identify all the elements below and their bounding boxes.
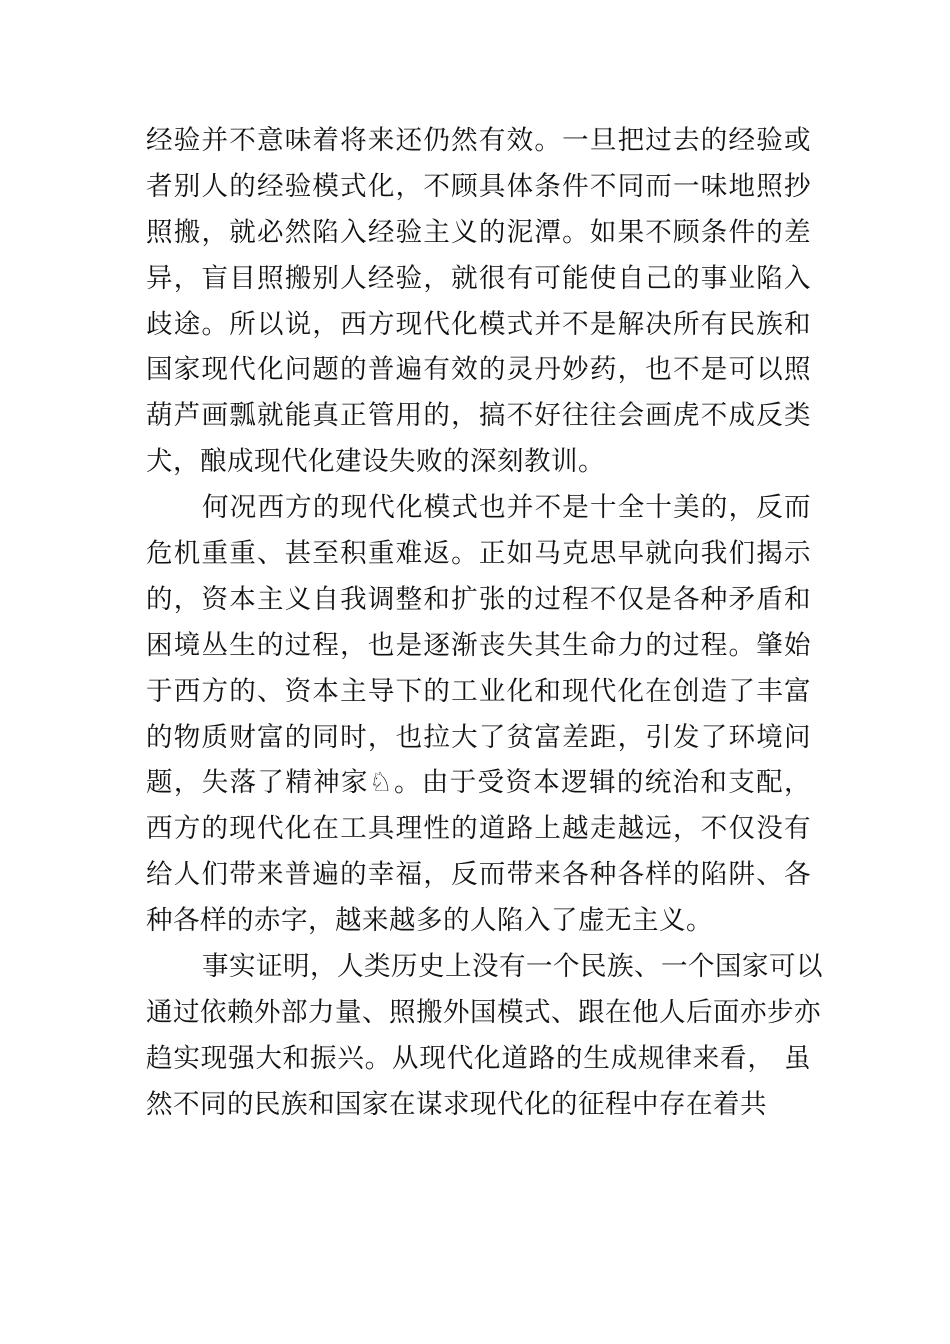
text-line: 者别人的经验模式化，不顾具体条件不同而一味地照抄 <box>146 170 811 202</box>
text-line: 何况西方的现代化模式也并不是十全十美的，反而 <box>202 492 811 524</box>
text-line: 通过依赖外部力量、照搬外国模式、跟在他人后面亦步亦 <box>146 996 821 1028</box>
text-line: 于西方的、资本主导下的工业化和现代化在创造了丰富 <box>146 675 811 707</box>
text-line: 西方的现代化在工具理性的道路上越走越远，不仅没有 <box>146 813 811 845</box>
text-line: 然不同的民族和国家在谋求现代化的征程中存在着共 <box>146 1088 767 1120</box>
text-line: 国家现代化问题的普遍有效的灵丹妙药，也不是可以照 <box>146 354 811 386</box>
text-line: 的物质财富的同时，也拉大了贫富差距，引发了环境问 <box>146 721 811 753</box>
text-line: 经验并不意味着将来还仍然有效。一旦把过去的经验或 <box>146 125 811 156</box>
text-line: 题，失落了精神家♘。由于受资本逻辑的统治和支配， <box>146 767 811 799</box>
text-line: 给人们带来普遍的幸福，反而带来各种各样的陷阱、各 <box>146 859 811 891</box>
text-line: 犬，酿成现代化建设失败的深刻教训。 <box>146 446 605 478</box>
text-line: 歧途。所以说，西方现代化模式并不是解决所有民族和 <box>146 308 811 340</box>
text-line: 的，资本主义自我调整和扩张的过程不仅是各种矛盾和 <box>146 583 811 615</box>
text-line: 趋实现强大和振兴。从现代化道路的生成规律来看， 虽 <box>146 1042 811 1074</box>
text-line: 葫芦画瓢就能真正管用的，搞不好往往会画虎不成反类 <box>146 400 811 432</box>
text-line: 种各样的赤字，越来越多的人陷入了虚无主义。 <box>146 905 713 937</box>
text-line: 事实证明，人类历史上没有一个民族、一个国家可以 <box>202 951 823 983</box>
text-line: 困境丛生的过程，也是逐渐丧失其生命力的过程。肇始 <box>146 629 811 661</box>
text-line: 危机重重、甚至积重难返。正如马克思早就向我们揭示 <box>146 538 811 570</box>
text-line: 照搬，就必然陷入经验主义的泥潭。如果不顾条件的差 <box>146 216 811 248</box>
body-text <box>146 118 823 1128</box>
text-line: 异，盲目照搬别人经验，就很有可能使自己的事业陷入 <box>146 262 811 294</box>
